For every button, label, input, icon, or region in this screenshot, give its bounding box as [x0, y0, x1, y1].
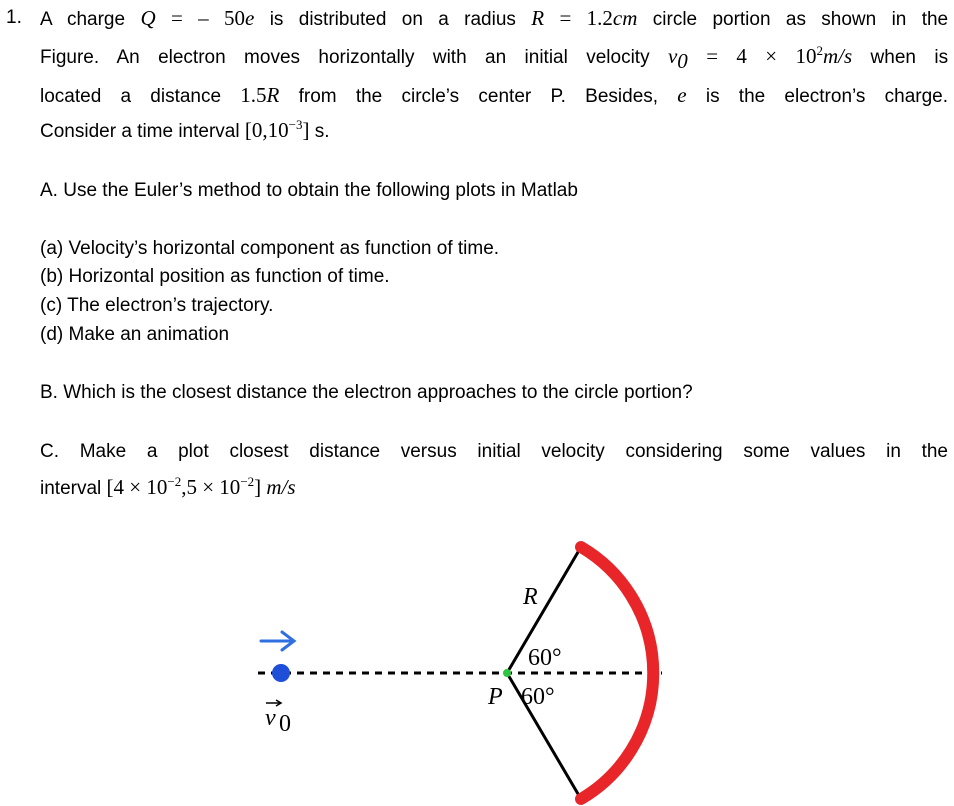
- problem-line-3: located a distance 1.5R from the circle’s center P. Besides, e is the electron’s charge.: [40, 83, 948, 107]
- part-a-heading: A. Use the Euler’s method to obtain the following plots in Matlab: [40, 180, 578, 201]
- svg-text:v: v: [265, 705, 276, 731]
- list-item-b: (b) Horizontal position as function of time.: [40, 266, 390, 287]
- question-number: 1.: [6, 7, 22, 28]
- charged-arc: [581, 547, 653, 799]
- center-label-p: P: [488, 684, 503, 710]
- svg-text:0: 0: [279, 711, 291, 737]
- circle-portion-figure: [0, 520, 954, 806]
- angle-label-top: 60°: [528, 645, 562, 671]
- list-item-c: (c) The electron’s trajectory.: [40, 295, 274, 316]
- angle-label-bottom: 60°: [521, 684, 555, 710]
- part-c-line-2: interval $[4 \times 10^{-2},5 \times 10^{-2}]$ m/s: [40, 474, 296, 499]
- list-item-d: (d) Make an animation: [40, 324, 230, 345]
- problem-line-1: A charge Q = – 50e is distributed on a radius R = 1.2cm circle portion as shown in the: [40, 6, 949, 30]
- problem-line-4: Consider a time interval $[0,10^{-3}]$ s.: [40, 117, 330, 142]
- center-point-p: [503, 669, 511, 677]
- part-b-question: B. Which is the closest distance the electron approaches to the circle portion?: [40, 382, 693, 403]
- list-item-a: (a) Velocity’s horizontal component as function of time.: [40, 238, 500, 259]
- part-c-line-1: C. Make a plot closest distance versus initial velocity considering some values in the: [40, 441, 948, 462]
- velocity-label: [265, 700, 291, 737]
- velocity-arrow-icon: [261, 632, 294, 650]
- radius-label: R: [523, 584, 538, 610]
- problem-line-2: Figure. An electron moves horizontally with an initial velocity $v_0 = 4 \times 10^2m/s$ when is: [40, 43, 949, 74]
- electron-dot: [272, 664, 290, 682]
